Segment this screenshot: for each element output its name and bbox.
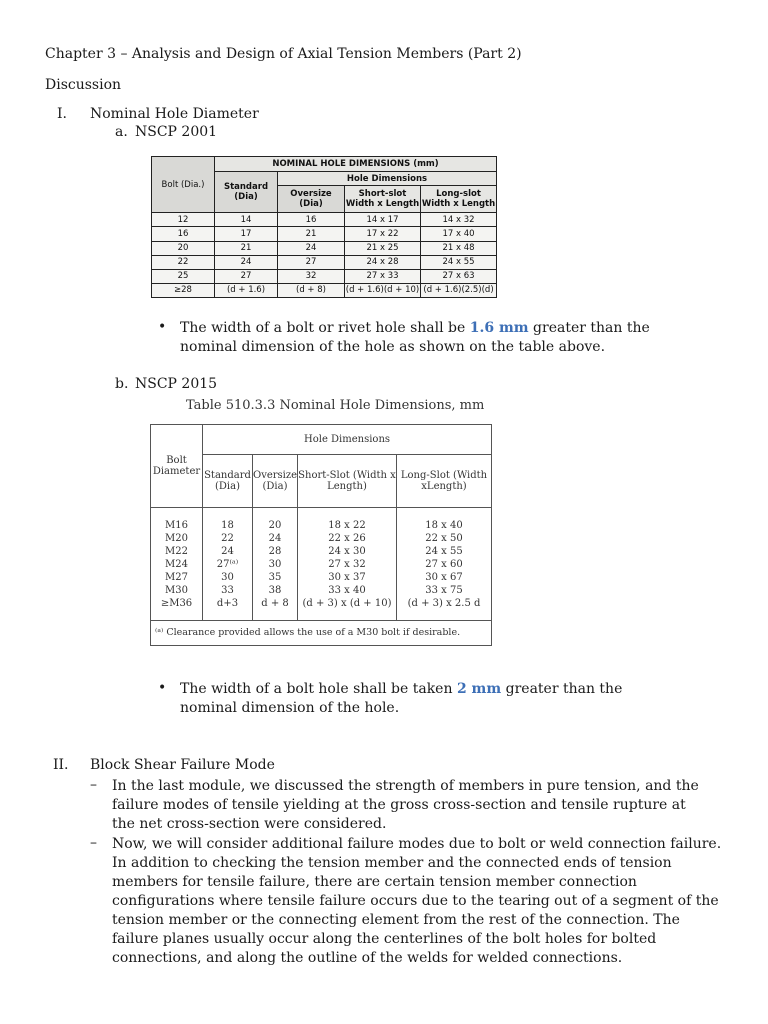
t2-bolt-column [151,508,203,621]
t2-header-bolt: Bolt Diameter [151,425,203,508]
nscp-2015-hole-table [150,424,492,646]
t1-cell: 27 x 63 [421,269,497,283]
t1-cell: 17 [215,227,278,241]
t2-short-slot-column [298,508,397,621]
t1-cell: 16 [152,227,215,241]
t1-cell: 24 [215,255,278,269]
t1-header-oversize: Oversize (Dia) [278,186,345,213]
t1-cell: 27 x 33 [345,269,421,283]
t2-cell: 24 [221,545,234,557]
t1-cell: 24 x 28 [345,255,421,269]
section-2-numeral: II. [53,757,69,773]
t2-cell: M20 [165,532,188,544]
t2-cell: 20 [268,519,282,531]
t2-cell: M27 [165,571,188,583]
table-2-caption: Table 510.3.3 Nominal Hole Dimensions, mm [186,398,485,413]
t1-header-bolt: Bolt (Dia.) [152,157,215,213]
t2-cell: 33 x 40 [328,584,366,596]
t1-header-short-slot: Short-slot Width x Length [345,186,421,213]
t1-cell: 21 x 48 [421,241,497,255]
discussion-heading: Discussion [45,77,122,93]
t1-cell: 20 [152,241,215,255]
t2-cell: d + 8 [261,597,289,609]
t2-cell: 30 x 67 [425,571,463,583]
t2-cell: d+3 [216,597,239,609]
bullet-2-post: greater than the nominal dimension of the hole. [180,681,623,716]
t2-cell: (d + 3) x (d + 10) [302,597,392,609]
dash-1: – [90,777,97,793]
t1-cell: 24 [278,241,345,255]
t1-cell: (d + 1.6)(d + 10) [345,283,421,297]
table-row [152,283,497,297]
t1-cell: (d + 1.6) [215,283,278,297]
bullet-1-pre: The width of a bolt or rivet hole shall be [180,320,470,336]
t1-cell: (d + 8) [278,283,345,297]
t2-cell: 22 [221,532,234,544]
t2-cell: 30 x 37 [328,571,366,583]
subsection-b-marker: b. [115,376,129,392]
t2-cell: 30 [221,571,234,583]
t2-cell: ≥M36 [160,597,193,609]
t2-cell: (d + 3) x 2.5 d [407,597,481,609]
t2-standard-column [203,508,253,621]
table-row [152,255,497,269]
t2-footnote: ⁽ᵃ⁾ Clearance provided allows the use of a M30 bolt if desirable. [151,620,492,645]
bullet-1-text [180,319,700,357]
t2-header-long-slot: Long-Slot (Width xLength) [397,455,492,508]
bullet-1-highlight: 1.6 mm [469,320,529,336]
section-2-paragraph-2: Now, we will consider additional failure modes due to bolt or weld connection failure. In addition to checking the tension member and the connected ends of tension members for tensile failure, there are certain tension member connection configurations where tensile failure occurs due to the tearing out of a segment of the tension member or the connecting element from the rest of the connection. The failure planes usually occur along the centerlines of the bolt holes for bolted connections, and along the outline of the welds for welded connections. [112,836,722,966]
t1-cell: 17 x 22 [345,227,421,241]
t2-cell: M30 [165,584,188,596]
subsection-a-marker: a. [115,124,128,140]
t2-cell: 22 x 26 [328,532,366,544]
t1-cell: 14 x 17 [345,213,421,227]
subsection-b-title: NSCP 2015 [135,376,218,392]
t1-cell: 16 [278,213,345,227]
t1-cell: 21 [215,241,278,255]
t2-cell: 24 x 55 [425,545,463,557]
t2-cell: 22 x 50 [425,532,463,544]
t2-header-standard: Standard (Dia) [203,455,253,508]
t2-cell: 27 x 60 [425,558,463,570]
t2-header-short-slot: Short-Slot (Width x Length) [298,455,397,508]
table-row [152,227,497,241]
bullet-2-pre: The width of a bolt hole shall be taken [180,681,457,697]
t1-cell: 25 [152,269,215,283]
t2-header-hole-dimensions: Hole Dimensions [203,425,492,455]
t1-header-long-slot: Long-slot Width x Length [421,186,497,213]
t2-cell: 18 x 40 [425,519,463,531]
t2-oversize-column [253,508,298,621]
t2-cell: 24 [268,532,282,544]
t1-header-standard: Standard (Dia) [215,172,278,213]
t2-cell: 30 [268,558,282,570]
bullet-dot-1: • [158,319,167,335]
t2-cell: 28 [268,545,282,557]
table-row [152,269,497,283]
bullet-2-text [180,680,680,718]
t1-title: NOMINAL HOLE DIMENSIONS (mm) [215,157,497,172]
t1-cell: 14 x 32 [421,213,497,227]
bullet-1-post: greater than the nominal dimension of the hole as shown on the table above. [180,320,650,355]
t2-cell: M22 [165,545,188,557]
table-row [152,241,497,255]
section-2-paragraph-1: In the last module, we discussed the strength of members in pure tension, and the failure modes of tensile yielding at the gross cross-section and tensile rupture at the net cross-section were considered. [112,778,699,832]
table-row [152,213,497,227]
t2-cell: 18 [221,519,234,531]
t2-cell: M24 [165,558,188,570]
chapter-title: Chapter 3 – Analysis and Design of Axial Tension Members (Part 2) [45,46,522,62]
t1-cell: 21 x 25 [345,241,421,255]
t1-cell: 22 [152,255,215,269]
t1-cell: (d + 1.6)(2.5)(d) [421,283,497,297]
bullet-dot-2: • [158,680,167,696]
t2-header-oversize: Oversize (Dia) [253,455,298,508]
t2-long-slot-column [397,508,492,621]
t1-cell: ≥28 [152,283,215,297]
t2-cell: 38 [268,584,282,596]
t2-cell: M16 [165,519,188,531]
dash-2: – [90,835,97,851]
section-1-title: Nominal Hole Diameter [90,106,259,122]
t2-cell: 27 x 32 [328,558,366,570]
t2-cell: 27⁽ᵃ⁾ [216,558,239,570]
section-1-numeral: I. [57,106,67,122]
t1-cell: 27 [278,255,345,269]
t2-cell: 33 [221,584,234,596]
t2-cell: 18 x 22 [328,519,366,531]
subsection-a-title: NSCP 2001 [135,124,218,140]
t1-cell: 12 [152,213,215,227]
t1-cell: 24 x 55 [421,255,497,269]
nscp-2001-hole-table [151,156,497,298]
t1-cell: 14 [215,213,278,227]
t1-header-hole-dimensions: Hole Dimensions [278,172,497,186]
bullet-2-highlight: 2 mm [456,681,502,697]
t2-cell: 24 x 30 [328,545,366,557]
t2-cell: 35 [268,571,282,583]
t2-cell: 33 x 75 [425,584,463,596]
t1-cell: 32 [278,269,345,283]
t1-cell: 17 x 40 [421,227,497,241]
t1-cell: 21 [278,227,345,241]
section-2-title: Block Shear Failure Mode [90,757,275,773]
t1-cell: 27 [215,269,278,283]
